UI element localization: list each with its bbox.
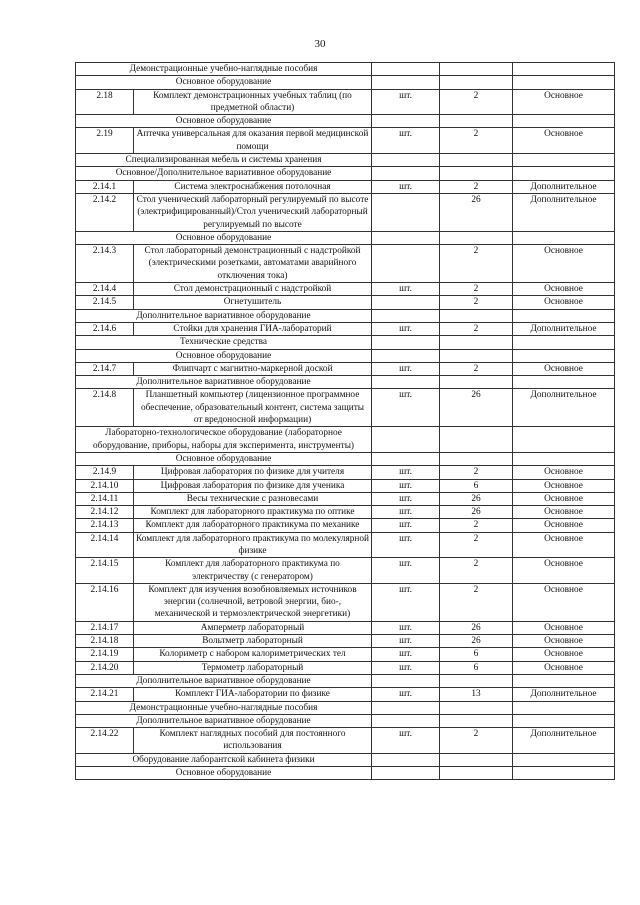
section-heading-row xyxy=(76,309,615,322)
empty-cell xyxy=(513,701,615,714)
item-unit-cell: шт. xyxy=(372,506,440,519)
item-quantity-cell: 2 xyxy=(440,89,513,115)
item-number-cell: 2.14.19 xyxy=(76,648,134,661)
empty-cell xyxy=(372,701,440,714)
item-number-cell: 2.14.15 xyxy=(76,558,134,584)
item-unit-cell: шт. xyxy=(372,532,440,558)
item-number-cell: 2.14.8 xyxy=(76,389,134,427)
empty-cell xyxy=(372,167,440,180)
table-row xyxy=(76,519,615,532)
item-unit-cell: шт. xyxy=(372,635,440,648)
item-type-cell: Основное xyxy=(513,492,615,505)
table-row xyxy=(76,635,615,648)
item-unit-cell: шт. xyxy=(372,479,440,492)
table-row xyxy=(76,621,615,634)
table-row xyxy=(76,728,615,754)
section-heading: Дополнительное вариативное оборудование xyxy=(76,714,372,727)
subsection-heading: Основное оборудование xyxy=(76,767,372,780)
item-type-cell: Основное xyxy=(513,296,615,309)
empty-cell xyxy=(513,309,615,322)
item-number-cell: 2.14.5 xyxy=(76,296,134,309)
empty-cell xyxy=(372,427,440,453)
table-row xyxy=(76,688,615,701)
item-quantity-cell: 6 xyxy=(440,661,513,674)
section-heading: Дополнительное вариативное оборудование xyxy=(76,376,372,389)
item-unit-cell xyxy=(372,193,440,231)
item-type-cell: Дополнительное xyxy=(513,180,615,193)
table-row xyxy=(76,661,615,674)
item-name-cell: Комплект для лабораторного практикума по механике xyxy=(134,519,372,532)
item-number-cell: 2.14.12 xyxy=(76,506,134,519)
item-quantity-cell: 26 xyxy=(440,193,513,231)
empty-cell xyxy=(440,336,513,349)
empty-cell xyxy=(372,231,440,244)
empty-cell xyxy=(440,767,513,780)
empty-cell xyxy=(513,336,615,349)
empty-cell xyxy=(372,452,440,465)
empty-cell xyxy=(440,674,513,687)
section-heading-row xyxy=(76,701,615,714)
empty-cell xyxy=(440,701,513,714)
item-type-cell: Основное xyxy=(513,362,615,375)
item-name-cell: Комплект для изучения возобновляемых источников энергии (солнечной, ветровой энергии, био-, механической и термоэлектрической энергетики) xyxy=(134,583,372,621)
empty-cell xyxy=(372,115,440,128)
section-heading: Дополнительное вариативное оборудование xyxy=(76,309,372,322)
item-type-cell: Дополнительное xyxy=(513,688,615,701)
section-heading: Демонстрационные учебно-наглядные пособия xyxy=(76,701,372,714)
item-quantity-cell: 6 xyxy=(440,479,513,492)
table-row xyxy=(76,89,615,115)
item-name-cell: Стол ученический лабораторный регулируемый по высоте (электрифицированный)/Стол ученический лабораторный регулируемый по высоте xyxy=(134,193,372,231)
item-name-cell: Цифровая лаборатория по физике для учителя xyxy=(134,466,372,479)
subsection-heading-row xyxy=(76,349,615,362)
item-unit-cell: шт. xyxy=(372,621,440,634)
empty-cell xyxy=(372,714,440,727)
table-row xyxy=(76,558,615,584)
item-quantity-cell: 26 xyxy=(440,621,513,634)
item-quantity-cell: 2 xyxy=(440,583,513,621)
item-number-cell: 2.14.1 xyxy=(76,180,134,193)
item-name-cell: Стол лабораторный демонстрационный с надстройкой (электрическими розетками, автоматами аварийного отключения тока) xyxy=(134,245,372,283)
item-number-cell: 2.14.3 xyxy=(76,245,134,283)
item-quantity-cell: 2 xyxy=(440,519,513,532)
item-number-cell: 2.19 xyxy=(76,128,134,154)
item-type-cell: Дополнительное xyxy=(513,193,615,231)
table-row xyxy=(76,466,615,479)
item-type-cell: Дополнительное xyxy=(513,728,615,754)
item-number-cell: 2.14.16 xyxy=(76,583,134,621)
item-number-cell: 2.14.11 xyxy=(76,492,134,505)
subsection-heading: Основное оборудование xyxy=(76,231,372,244)
item-quantity-cell: 26 xyxy=(440,389,513,427)
item-quantity-cell: 2 xyxy=(440,558,513,584)
empty-cell xyxy=(372,63,440,76)
page-number: 30 xyxy=(314,38,326,50)
item-quantity-cell: 6 xyxy=(440,648,513,661)
item-type-cell: Основное xyxy=(513,621,615,634)
section-heading: Основное/Дополнительное вариативное оборудование xyxy=(76,167,372,180)
item-type-cell: Основное xyxy=(513,479,615,492)
table-row xyxy=(76,506,615,519)
item-type-cell: Основное xyxy=(513,89,615,115)
table-row xyxy=(76,245,615,283)
item-number-cell: 2.14.4 xyxy=(76,283,134,296)
item-quantity-cell: 13 xyxy=(440,688,513,701)
item-type-cell: Основное xyxy=(513,648,615,661)
item-type-cell: Основное xyxy=(513,128,615,154)
section-heading: Демонстрационные учебно-наглядные пособия xyxy=(76,63,372,76)
item-number-cell: 2.14.21 xyxy=(76,688,134,701)
item-type-cell: Основное xyxy=(513,532,615,558)
empty-cell xyxy=(372,376,440,389)
section-heading-row xyxy=(76,63,615,76)
item-unit-cell: шт. xyxy=(372,492,440,505)
subsection-heading-row xyxy=(76,231,615,244)
item-number-cell: 2.18 xyxy=(76,89,134,115)
empty-cell xyxy=(440,376,513,389)
subsection-heading: Технические средства xyxy=(76,336,372,349)
table-row xyxy=(76,128,615,154)
table-row xyxy=(76,283,615,296)
table-row xyxy=(76,193,615,231)
item-quantity-cell: 26 xyxy=(440,506,513,519)
item-number-cell: 2.14.14 xyxy=(76,532,134,558)
section-heading-row xyxy=(76,154,615,167)
item-name-cell: Система электроснабжения потолочная xyxy=(134,180,372,193)
empty-cell xyxy=(513,167,615,180)
empty-cell xyxy=(372,336,440,349)
item-number-cell: 2.14.18 xyxy=(76,635,134,648)
item-type-cell: Основное xyxy=(513,245,615,283)
empty-cell xyxy=(440,115,513,128)
empty-cell xyxy=(372,753,440,766)
empty-cell xyxy=(513,452,615,465)
item-unit-cell: шт. xyxy=(372,180,440,193)
equipment-table xyxy=(75,62,615,780)
section-heading-row xyxy=(76,714,615,727)
item-quantity-cell: 2 xyxy=(440,466,513,479)
empty-cell xyxy=(513,753,615,766)
empty-cell xyxy=(513,63,615,76)
item-name-cell: Комплект для лабораторного практикума по молекулярной физике xyxy=(134,532,372,558)
empty-cell xyxy=(513,349,615,362)
equipment-table-body xyxy=(76,63,615,780)
item-unit-cell xyxy=(372,245,440,283)
empty-cell xyxy=(372,309,440,322)
item-quantity-cell: 26 xyxy=(440,492,513,505)
empty-cell xyxy=(440,349,513,362)
empty-cell xyxy=(513,76,615,89)
empty-cell xyxy=(372,76,440,89)
table-row xyxy=(76,322,615,335)
table-row xyxy=(76,648,615,661)
table-row xyxy=(76,492,615,505)
item-name-cell: Флипчарт с магнитно-маркерной доской xyxy=(134,362,372,375)
item-number-cell: 2.14.22 xyxy=(76,728,134,754)
item-quantity-cell: 2 xyxy=(440,245,513,283)
empty-cell xyxy=(372,674,440,687)
item-name-cell: Комплект демонстрационных учебных таблиц (по предметной области) xyxy=(134,89,372,115)
item-unit-cell: шт. xyxy=(372,728,440,754)
subsection-heading-row xyxy=(76,452,615,465)
table-row xyxy=(76,389,615,427)
item-number-cell: 2.14.20 xyxy=(76,661,134,674)
item-quantity-cell: 2 xyxy=(440,322,513,335)
item-type-cell: Дополнительное xyxy=(513,322,615,335)
empty-cell xyxy=(440,309,513,322)
item-name-cell: Планшетный компьютер (лицензионное программное обеспечение, образовательный контент, система защиты от вредоносной информации) xyxy=(134,389,372,427)
table-row xyxy=(76,583,615,621)
section-heading: Специализированная мебель и системы хранения xyxy=(76,154,372,167)
item-quantity-cell: 2 xyxy=(440,728,513,754)
empty-cell xyxy=(440,753,513,766)
item-name-cell: Амперметр лабораторный xyxy=(134,621,372,634)
item-name-cell: Стойки для хранения ГИА-лабораторий xyxy=(134,322,372,335)
empty-cell xyxy=(372,767,440,780)
empty-cell xyxy=(513,427,615,453)
item-unit-cell: шт. xyxy=(372,466,440,479)
empty-cell xyxy=(440,63,513,76)
item-number-cell: 2.14.13 xyxy=(76,519,134,532)
section-heading-row xyxy=(76,427,615,453)
item-quantity-cell: 2 xyxy=(440,283,513,296)
item-quantity-cell: 26 xyxy=(440,635,513,648)
subsection-heading-row xyxy=(76,115,615,128)
item-name-cell: Вольтметр лабораторный xyxy=(134,635,372,648)
item-unit-cell: шт. xyxy=(372,322,440,335)
subsection-heading: Основное оборудование xyxy=(76,349,372,362)
item-name-cell: Комплект наглядных пособий для постоянного использования xyxy=(134,728,372,754)
section-heading-row xyxy=(76,674,615,687)
item-quantity-cell: 2 xyxy=(440,128,513,154)
empty-cell xyxy=(440,231,513,244)
item-number-cell: 2.14.6 xyxy=(76,322,134,335)
subsection-heading: Основное оборудование xyxy=(76,115,372,128)
item-name-cell: Термометр лабораторный xyxy=(134,661,372,674)
item-unit-cell: шт. xyxy=(372,283,440,296)
item-unit-cell: шт. xyxy=(372,519,440,532)
item-unit-cell: шт. xyxy=(372,89,440,115)
empty-cell xyxy=(440,167,513,180)
section-heading-row xyxy=(76,753,615,766)
item-unit-cell xyxy=(372,296,440,309)
section-heading-row xyxy=(76,376,615,389)
subsection-heading-row xyxy=(76,767,615,780)
item-name-cell: Аптечка универсальная для оказания первой медицинской помощи xyxy=(134,128,372,154)
subsection-heading-row xyxy=(76,336,615,349)
empty-cell xyxy=(440,427,513,453)
section-heading-row xyxy=(76,167,615,180)
empty-cell xyxy=(513,115,615,128)
subsection-heading: Основное оборудование xyxy=(76,76,372,89)
item-quantity-cell: 2 xyxy=(440,180,513,193)
item-type-cell: Основное xyxy=(513,558,615,584)
item-type-cell: Дополнительное xyxy=(513,389,615,427)
item-unit-cell: шт. xyxy=(372,128,440,154)
item-unit-cell: шт. xyxy=(372,583,440,621)
item-unit-cell: шт. xyxy=(372,558,440,584)
item-type-cell: Основное xyxy=(513,519,615,532)
empty-cell xyxy=(513,767,615,780)
empty-cell xyxy=(440,76,513,89)
item-number-cell: 2.14.9 xyxy=(76,466,134,479)
empty-cell xyxy=(440,714,513,727)
item-type-cell: Основное xyxy=(513,583,615,621)
item-name-cell: Весы технические с разновесами xyxy=(134,492,372,505)
item-number-cell: 2.14.10 xyxy=(76,479,134,492)
item-type-cell: Основное xyxy=(513,466,615,479)
empty-cell xyxy=(513,674,615,687)
item-type-cell: Основное xyxy=(513,506,615,519)
subsection-heading: Основное оборудование xyxy=(76,452,372,465)
subsection-heading-row xyxy=(76,76,615,89)
empty-cell xyxy=(372,349,440,362)
empty-cell xyxy=(513,154,615,167)
table-row xyxy=(76,362,615,375)
empty-cell xyxy=(440,154,513,167)
item-name-cell: Комплект для лабораторного практикума по оптике xyxy=(134,506,372,519)
item-name-cell: Комплект для лабораторного практикума по электричеству (с генератором) xyxy=(134,558,372,584)
empty-cell xyxy=(513,714,615,727)
section-heading: Дополнительное вариативное оборудование xyxy=(76,674,372,687)
item-quantity-cell: 2 xyxy=(440,296,513,309)
table-row xyxy=(76,180,615,193)
table-row xyxy=(76,296,615,309)
item-unit-cell: шт. xyxy=(372,389,440,427)
table-row xyxy=(76,532,615,558)
item-name-cell: Колориметр с набором калориметрических тел xyxy=(134,648,372,661)
item-type-cell: Основное xyxy=(513,635,615,648)
item-number-cell: 2.14.17 xyxy=(76,621,134,634)
item-name-cell: Цифровая лаборатория по физике для ученика xyxy=(134,479,372,492)
section-heading: Оборудование лаборантской кабинета физики xyxy=(76,753,372,766)
item-type-cell: Основное xyxy=(513,661,615,674)
item-number-cell: 2.14.2 xyxy=(76,193,134,231)
item-quantity-cell: 2 xyxy=(440,532,513,558)
table-row xyxy=(76,479,615,492)
section-heading: Лабораторно-технологическое оборудование (лабораторное оборудование, приборы, наборы для эксперимента, инструменты) xyxy=(76,427,372,453)
empty-cell xyxy=(513,231,615,244)
item-type-cell: Основное xyxy=(513,283,615,296)
empty-cell xyxy=(372,154,440,167)
item-number-cell: 2.14.7 xyxy=(76,362,134,375)
item-unit-cell: шт. xyxy=(372,661,440,674)
item-unit-cell: шт. xyxy=(372,362,440,375)
item-name-cell: Стол демонстрационный с надстройкой xyxy=(134,283,372,296)
item-name-cell: Огнетушитель xyxy=(134,296,372,309)
item-name-cell: Комплект ГИА-лаборатории по физике xyxy=(134,688,372,701)
item-unit-cell: шт. xyxy=(372,648,440,661)
empty-cell xyxy=(513,376,615,389)
item-unit-cell: шт. xyxy=(372,688,440,701)
item-quantity-cell: 2 xyxy=(440,362,513,375)
empty-cell xyxy=(440,452,513,465)
